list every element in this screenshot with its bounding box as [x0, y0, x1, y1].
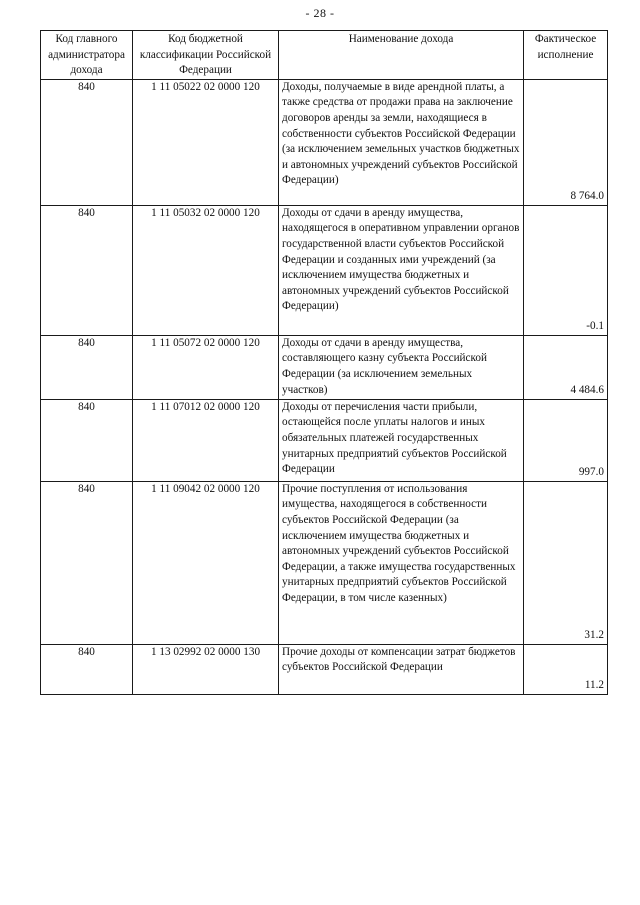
income-name-cell: Доходы от сдачи в аренду имущества, составляющего казну субъекта Российской Федерации (за исключением земельных участков) — [279, 335, 524, 399]
amount-cell: 4 484.6 — [524, 335, 608, 399]
amount-cell: 8 764.0 — [524, 79, 608, 205]
table-row — [41, 399, 608, 481]
budget-code-cell: 1 11 09042 02 0000 120 — [133, 481, 279, 644]
admin-code-cell: 840 — [41, 335, 133, 399]
budget-code-cell: 1 11 07012 02 0000 120 — [133, 399, 279, 481]
income-name-cell: Прочие доходы от компенсации затрат бюджетов субъектов Российской Федерации — [279, 644, 524, 694]
budget-code-cell: 1 13 02992 02 0000 130 — [133, 644, 279, 694]
amount-cell: 11.2 — [524, 644, 608, 694]
header-income-name: Наименование дохода — [279, 31, 524, 80]
header-budget-code: Код бюджетной классификации Российской Федерации — [133, 31, 279, 80]
income-name-cell: Доходы, получаемые в виде арендной платы, а также средства от продажи права на заключение договоров аренды за земли, находящиеся в собственности субъектов Российской Федерации (за исключением земельных участков бюджетных и автономных учреждений субъектов Российской Федерации) — [279, 79, 524, 205]
budget-code-cell: 1 11 05072 02 0000 120 — [133, 335, 279, 399]
admin-code-cell: 840 — [41, 644, 133, 694]
table-header-row — [41, 31, 608, 80]
income-table — [40, 30, 608, 695]
admin-code-cell: 840 — [41, 79, 133, 205]
table-row — [41, 79, 608, 205]
budget-code-cell: 1 11 05022 02 0000 120 — [133, 79, 279, 205]
income-name-cell: Прочие поступления от использования имущества, находящегося в собственности субъектов Российской Федерации (за исключением имущества бюджетных и автономных учреждений субъектов Российской Федерации, а также имущества государственных унитарных предприятий субъектов Российской Федерации, в том числе казенных) — [279, 481, 524, 644]
income-name-cell: Доходы от сдачи в аренду имущества, находящегося в оперативном управлении органов государственной власти субъектов Российской Федерации и созданных ими учреждений (за исключением имущества бюджетных и автономных учреждений субъектов Российской Федерации) — [279, 205, 524, 335]
admin-code-cell: 840 — [41, 205, 133, 335]
table-row — [41, 644, 608, 694]
amount-cell: -0.1 — [524, 205, 608, 335]
table-row — [41, 481, 608, 644]
admin-code-cell: 840 — [41, 399, 133, 481]
amount-cell: 997.0 — [524, 399, 608, 481]
header-actual: Фактическое исполнение — [524, 31, 608, 80]
admin-code-cell: 840 — [41, 481, 133, 644]
income-name-cell: Доходы от перечисления части прибыли, остающейся после уплаты налогов и иных обязательных платежей государственных унитарных предприятий субъектов Российской Федерации — [279, 399, 524, 481]
budget-code-cell: 1 11 05032 02 0000 120 — [133, 205, 279, 335]
table-row — [41, 205, 608, 335]
page-number: - 28 - — [305, 6, 335, 20]
table-row — [41, 335, 608, 399]
amount-cell: 31.2 — [524, 481, 608, 644]
header-admin-code: Код главного администратора дохода — [41, 31, 133, 80]
